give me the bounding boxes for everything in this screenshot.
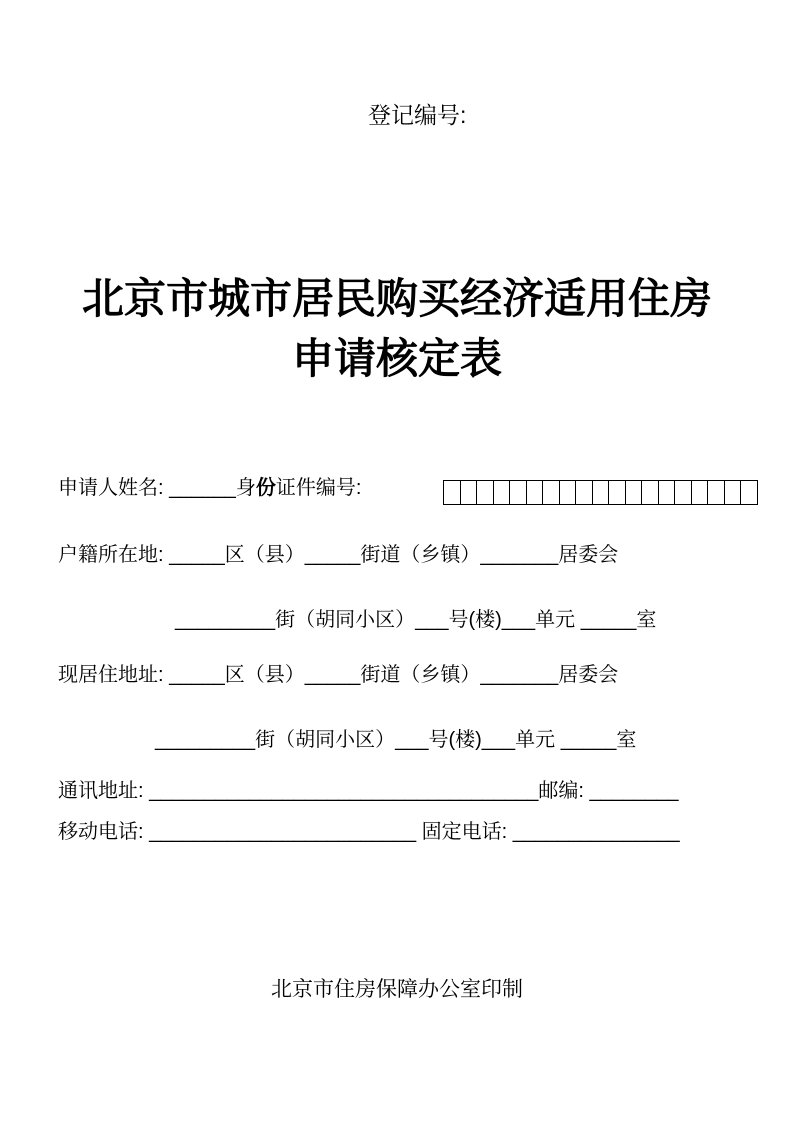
registration-number-label: 登记编号:: [368, 102, 467, 128]
applicant-line-segment: 证件编号:: [275, 477, 362, 499]
id-digit-box: [641, 480, 659, 505]
id-number-box-grid: [443, 480, 758, 505]
id-digit-box: [592, 480, 610, 505]
hukou-address-detail-line: _________街（胡同小区）___号(楼)___单元 _____室: [175, 609, 657, 631]
applicant-name-id-line: [58, 476, 361, 500]
id-digit-box: [625, 480, 643, 505]
id-digit-box: [493, 480, 511, 505]
id-digit-box: [509, 480, 527, 505]
id-digit-box: [707, 480, 725, 505]
form-title: [0, 270, 794, 390]
id-digit-box: [608, 480, 626, 505]
id-digit-box: [542, 480, 560, 505]
current-address-line: 现居住地址: _____区（县）_____街道（乡镇）_______居委会: [58, 664, 619, 686]
id-digit-box: [476, 480, 494, 505]
form-title-line2: 申请核定表: [291, 337, 502, 383]
id-digit-box: [460, 480, 478, 505]
id-digit-box: [724, 480, 742, 505]
id-digit-box: [443, 480, 461, 505]
id-digit-box: [658, 480, 676, 505]
id-digit-box: [740, 480, 758, 505]
id-digit-box: [575, 480, 593, 505]
applicant-line-segment-bold: 份: [255, 477, 276, 499]
id-digit-box: [691, 480, 709, 505]
id-digit-box: [559, 480, 577, 505]
current-address-detail-line: _________街（胡同小区）___号(楼)___单元 _____室: [155, 729, 637, 751]
hukou-address-line: 户籍所在地: _____区（县）_____街道（乡镇）_______居委会: [58, 544, 619, 566]
id-digit-box: [526, 480, 544, 505]
mailing-address-postcode-line: 通讯地址: ___________________________________邮编: ________: [58, 780, 679, 802]
footer-printed-by-label: 北京市住房保障办公室印制: [271, 978, 523, 1001]
applicant-line-segment: 申请人姓名: ______身: [58, 477, 256, 499]
form-title-line1: 北京市城市居民购买经济适用住房: [81, 277, 712, 323]
id-digit-box: [674, 480, 692, 505]
phone-numbers-line: 移动电话: ________________________ 固定电话: _______________: [58, 821, 680, 843]
